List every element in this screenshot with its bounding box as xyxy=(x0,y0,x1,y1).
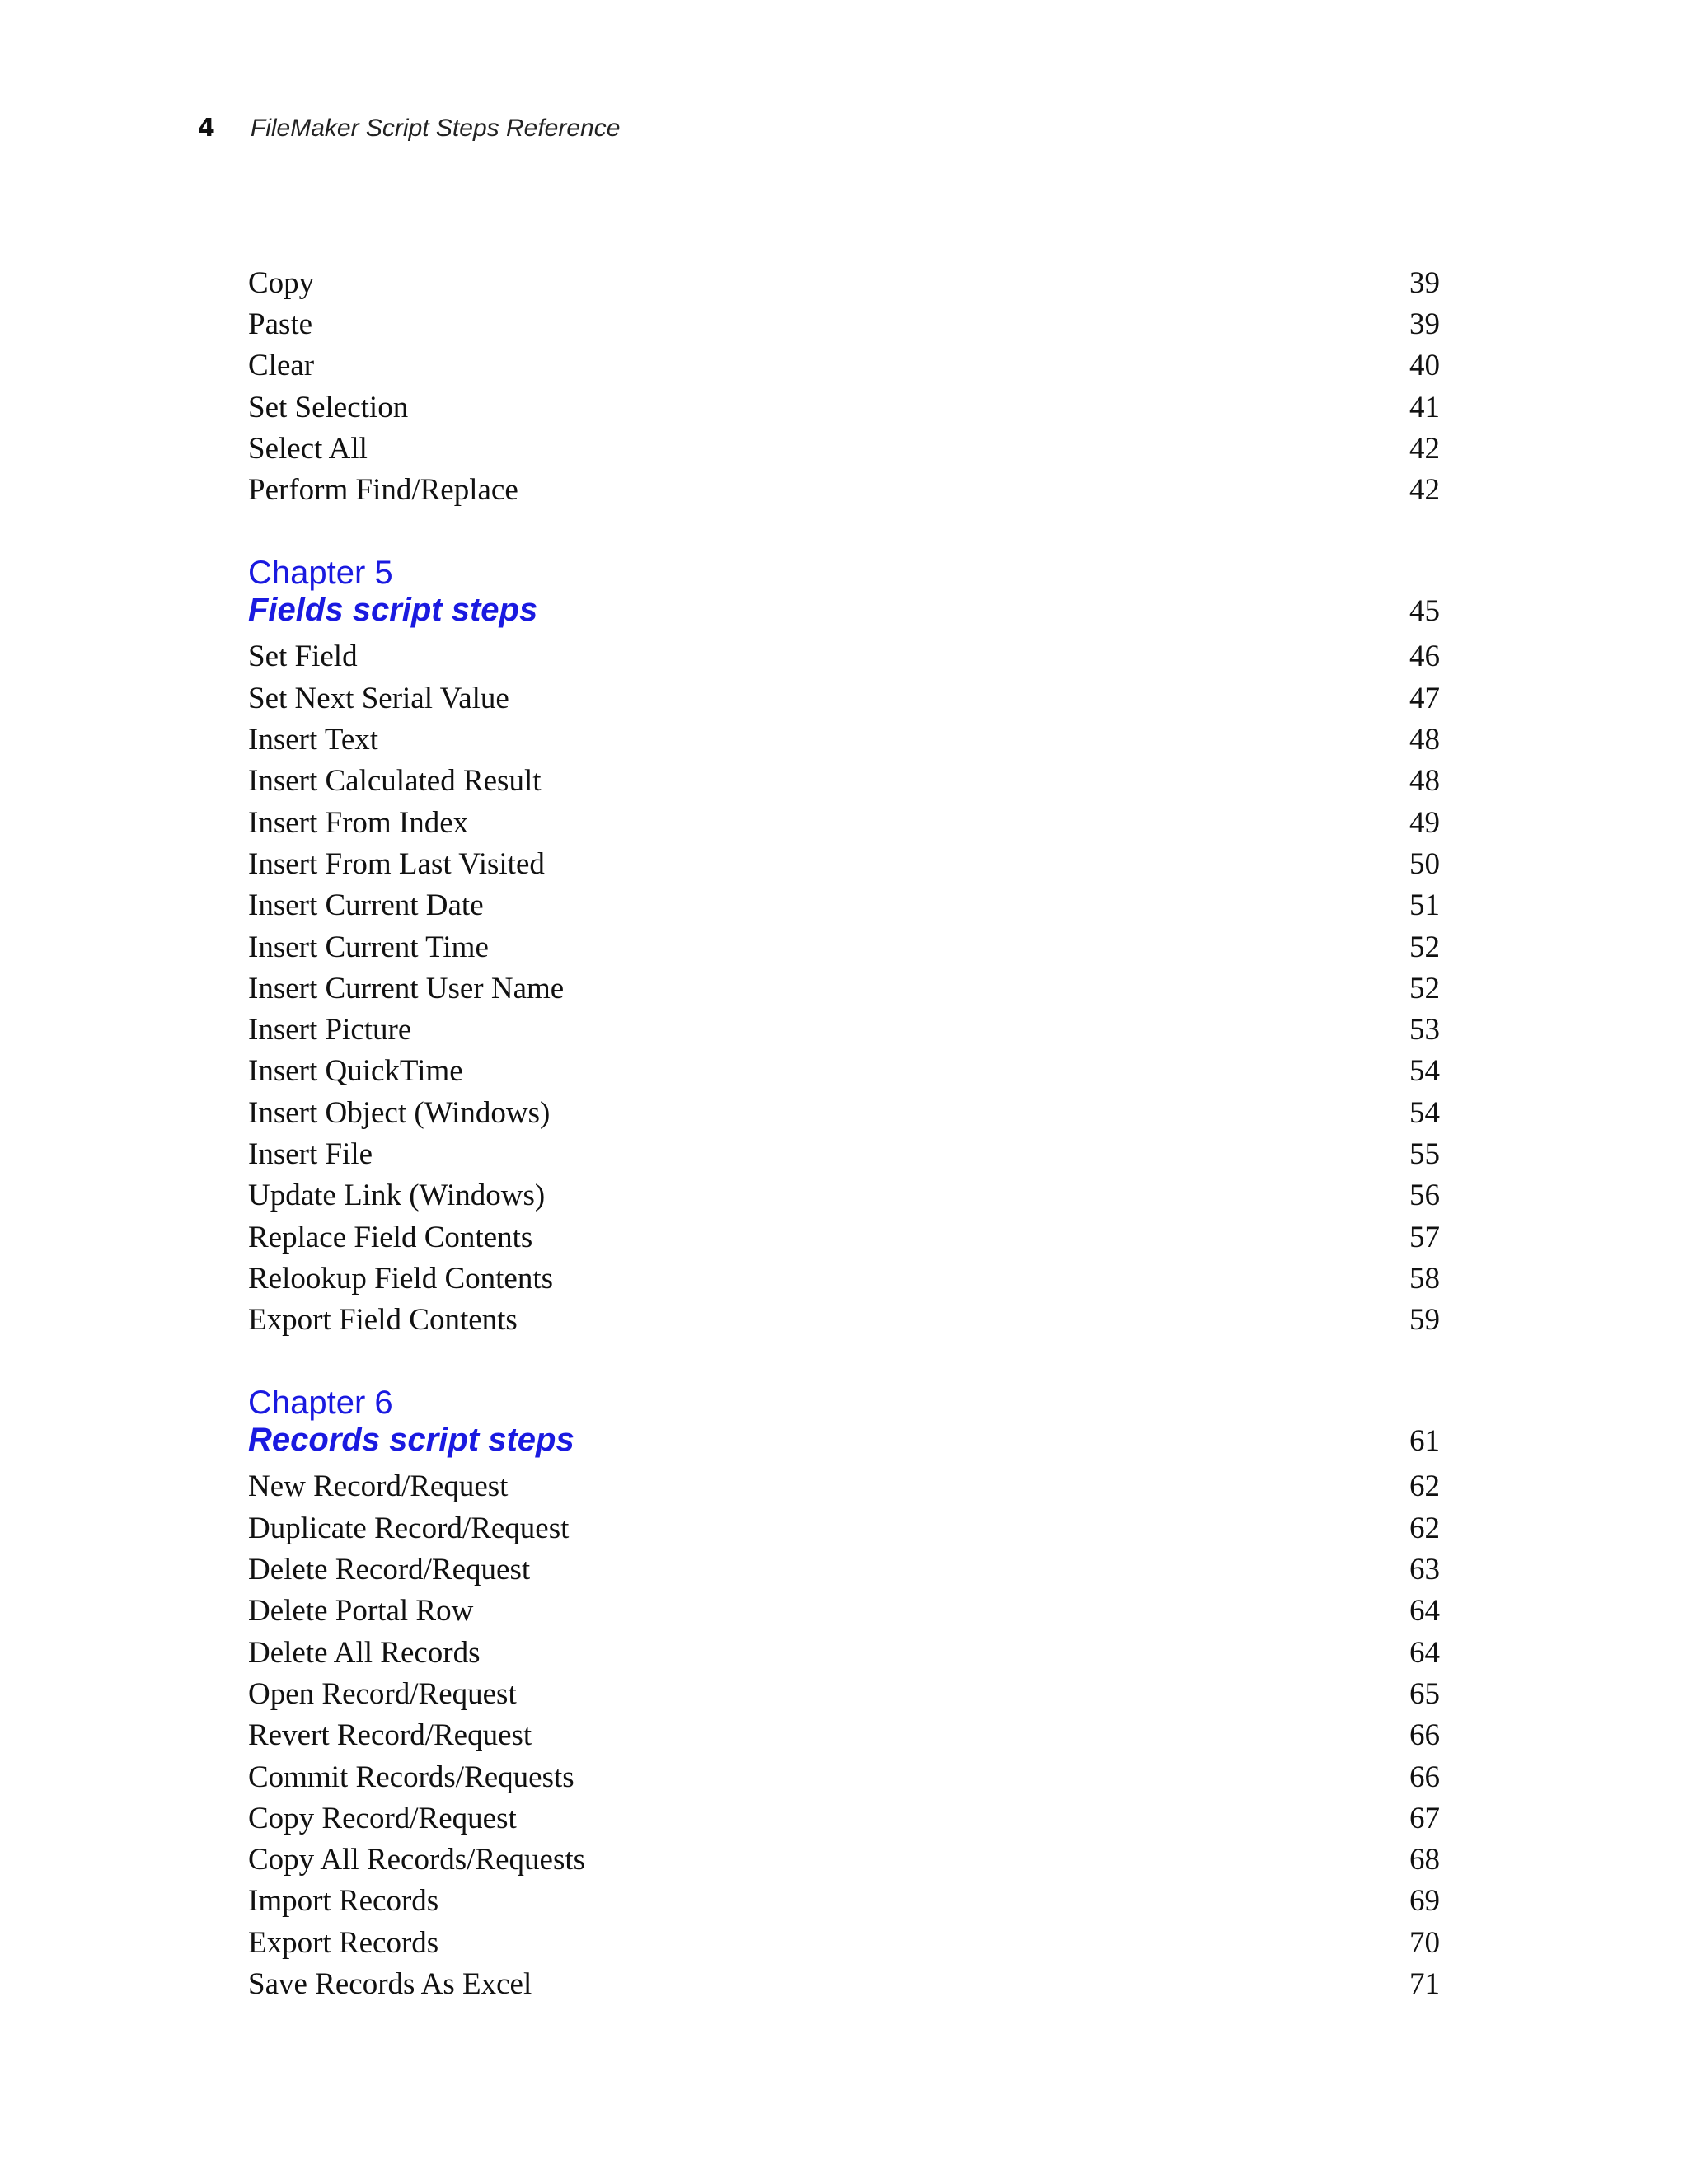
toc-entry-page: 58 xyxy=(1409,1261,1440,1296)
toc-entry[interactable] xyxy=(248,1300,1440,1341)
toc-entry-title: Insert From Index xyxy=(248,805,469,840)
toc-entry[interactable] xyxy=(248,1881,1440,1922)
toc-entry-page: 66 xyxy=(1409,1718,1440,1753)
table-of-contents xyxy=(248,262,1440,2005)
toc-entry[interactable] xyxy=(248,1009,1440,1050)
toc-entry-title: New Record/Request xyxy=(248,1469,509,1504)
chapter-title-row[interactable] xyxy=(248,592,1440,636)
toc-entry[interactable] xyxy=(248,1797,1440,1839)
chapter-label[interactable]: Chapter 6 xyxy=(248,1384,393,1421)
toc-entry[interactable] xyxy=(248,1175,1440,1216)
chapters-list xyxy=(248,511,1440,2005)
toc-entry[interactable] xyxy=(248,677,1440,719)
toc-entry[interactable] xyxy=(248,1051,1440,1092)
toc-entry-page: 68 xyxy=(1409,1843,1440,1877)
toc-entry[interactable] xyxy=(248,1840,1440,1881)
toc-entry-title: Insert Current Date xyxy=(248,888,484,923)
running-title: FileMaker Script Steps Reference xyxy=(250,115,621,142)
toc-entry-page: 49 xyxy=(1409,805,1440,840)
toc-entry-title: Export Field Contents xyxy=(248,1303,518,1338)
toc-entry-title: Delete All Records xyxy=(248,1635,481,1670)
toc-entry-page: 64 xyxy=(1409,1635,1440,1670)
toc-entry-title: Import Records xyxy=(248,1884,439,1919)
toc-entry[interactable] xyxy=(248,636,1440,677)
chapter-title-row[interactable] xyxy=(248,1422,1440,1466)
toc-entry-title: Save Records As Excel xyxy=(248,1967,532,2002)
toc-entry-page: 39 xyxy=(1409,307,1440,341)
toc-entry-title: Delete Record/Request xyxy=(248,1553,531,1587)
page-number: 4 xyxy=(198,114,215,143)
toc-entry[interactable] xyxy=(248,926,1440,968)
toc-entry-page: 55 xyxy=(1409,1137,1440,1171)
chapter-section xyxy=(248,511,1440,1341)
toc-entry-title: Set Field xyxy=(248,640,358,674)
toc-entry[interactable] xyxy=(248,1507,1440,1549)
toc-entry-title: Insert Object (Windows) xyxy=(248,1095,551,1130)
toc-entry[interactable] xyxy=(248,303,1440,344)
toc-entry[interactable] xyxy=(248,345,1440,387)
toc-entry[interactable] xyxy=(248,1549,1440,1590)
toc-entry-page: 54 xyxy=(1409,1054,1440,1089)
toc-entry[interactable] xyxy=(248,1673,1440,1714)
toc-entry[interactable] xyxy=(248,761,1440,802)
toc-entry[interactable] xyxy=(248,968,1440,1009)
toc-entry-title: Duplicate Record/Request xyxy=(248,1511,570,1545)
toc-entry-title: Insert Picture xyxy=(248,1013,412,1047)
toc-entry[interactable] xyxy=(248,1963,1440,2004)
toc-entry-page: 52 xyxy=(1409,971,1440,1005)
toc-entry-title: Insert From Last Visited xyxy=(248,846,545,881)
toc-entry-title: Perform Find/Replace xyxy=(248,473,518,508)
toc-entry-page: 47 xyxy=(1409,681,1440,715)
toc-entry-title: Replace Field Contents xyxy=(248,1220,533,1254)
toc-entry[interactable] xyxy=(248,469,1440,510)
toc-entry-title: Select All xyxy=(248,431,368,466)
toc-entry[interactable] xyxy=(248,885,1440,926)
toc-entry-page: 50 xyxy=(1409,846,1440,881)
chapter-page: 61 xyxy=(1409,1423,1440,1458)
toc-entry-page: 62 xyxy=(1409,1511,1440,1545)
toc-entry[interactable] xyxy=(248,843,1440,884)
toc-entry-page: 59 xyxy=(1409,1303,1440,1338)
top-entries-list xyxy=(248,262,1440,511)
toc-entry[interactable] xyxy=(248,1133,1440,1174)
toc-entry-title: Insert Current Time xyxy=(248,930,489,964)
toc-entry-title: Relookup Field Contents xyxy=(248,1261,553,1296)
toc-entry-page: 62 xyxy=(1409,1469,1440,1504)
toc-entry-page: 46 xyxy=(1409,640,1440,674)
toc-entry-page: 70 xyxy=(1409,1925,1440,1960)
toc-entry-page: 48 xyxy=(1409,764,1440,799)
toc-entry[interactable] xyxy=(248,1632,1440,1673)
toc-entry-page: 52 xyxy=(1409,930,1440,964)
toc-entry-page: 67 xyxy=(1409,1801,1440,1835)
toc-entry[interactable] xyxy=(248,1922,1440,1963)
toc-entry-title: Set Selection xyxy=(248,390,409,424)
toc-entry-title: Commit Records/Requests xyxy=(248,1760,574,1794)
toc-entry-page: 64 xyxy=(1409,1594,1440,1629)
toc-entry-title: Delete Portal Row xyxy=(248,1594,474,1629)
toc-entry[interactable] xyxy=(248,1258,1440,1299)
toc-entry-page: 65 xyxy=(1409,1676,1440,1711)
toc-entry-title: Copy Record/Request xyxy=(248,1801,517,1835)
toc-entry-page: 66 xyxy=(1409,1760,1440,1794)
toc-entry-title: Set Next Serial Value xyxy=(248,681,509,715)
toc-entry-page: 40 xyxy=(1409,349,1440,383)
toc-entry[interactable] xyxy=(248,1092,1440,1133)
toc-entry-page: 41 xyxy=(1409,390,1440,424)
toc-entry[interactable] xyxy=(248,1466,1440,1507)
toc-entry-title: Copy xyxy=(248,265,315,300)
toc-entry-page: 42 xyxy=(1409,473,1440,508)
toc-entry[interactable] xyxy=(248,1591,1440,1632)
toc-entry-page: 71 xyxy=(1409,1967,1440,2002)
toc-entry[interactable] xyxy=(248,428,1440,469)
toc-entry-title: Insert QuickTime xyxy=(248,1054,463,1089)
toc-entry-title: Export Records xyxy=(248,1925,439,1960)
toc-entry-title: Copy All Records/Requests xyxy=(248,1843,586,1877)
toc-entry[interactable] xyxy=(248,387,1440,428)
toc-entry-page: 39 xyxy=(1409,265,1440,300)
page-header xyxy=(198,114,620,150)
toc-entry-page: 69 xyxy=(1409,1884,1440,1919)
toc-entry[interactable] xyxy=(248,802,1440,843)
toc-entry[interactable] xyxy=(248,719,1440,760)
toc-entry-page: 56 xyxy=(1409,1179,1440,1213)
toc-entry-title: Open Record/Request xyxy=(248,1676,517,1711)
toc-entry-title: Insert Calculated Result xyxy=(248,764,542,799)
toc-entry[interactable] xyxy=(248,262,1440,303)
toc-entry-title: Update Link (Windows) xyxy=(248,1179,546,1213)
toc-entry[interactable] xyxy=(248,1216,1440,1258)
toc-entry-page: 57 xyxy=(1409,1220,1440,1254)
chapter-title: Fields script steps xyxy=(248,591,538,628)
chapter-title: Records script steps xyxy=(248,1421,574,1458)
toc-entry-title: Insert Current User Name xyxy=(248,971,565,1005)
toc-entry-title: Insert File xyxy=(248,1137,373,1171)
toc-entry-page: 53 xyxy=(1409,1013,1440,1047)
toc-entry-title: Clear xyxy=(248,349,315,383)
toc-entry-page: 48 xyxy=(1409,723,1440,757)
toc-entry[interactable] xyxy=(248,1756,1440,1797)
chapter-label[interactable]: Chapter 5 xyxy=(248,554,393,591)
toc-entry-page: 51 xyxy=(1409,888,1440,923)
toc-entry-title: Revert Record/Request xyxy=(248,1718,532,1753)
toc-entry-title: Insert Text xyxy=(248,723,379,757)
toc-entry-page: 42 xyxy=(1409,431,1440,466)
toc-entry[interactable] xyxy=(248,1715,1440,1756)
chapter-section xyxy=(248,1341,1440,2005)
chapter-page: 45 xyxy=(1409,593,1440,628)
toc-entry-page: 63 xyxy=(1409,1553,1440,1587)
toc-entry-page: 54 xyxy=(1409,1095,1440,1130)
toc-entry-title: Paste xyxy=(248,307,313,341)
